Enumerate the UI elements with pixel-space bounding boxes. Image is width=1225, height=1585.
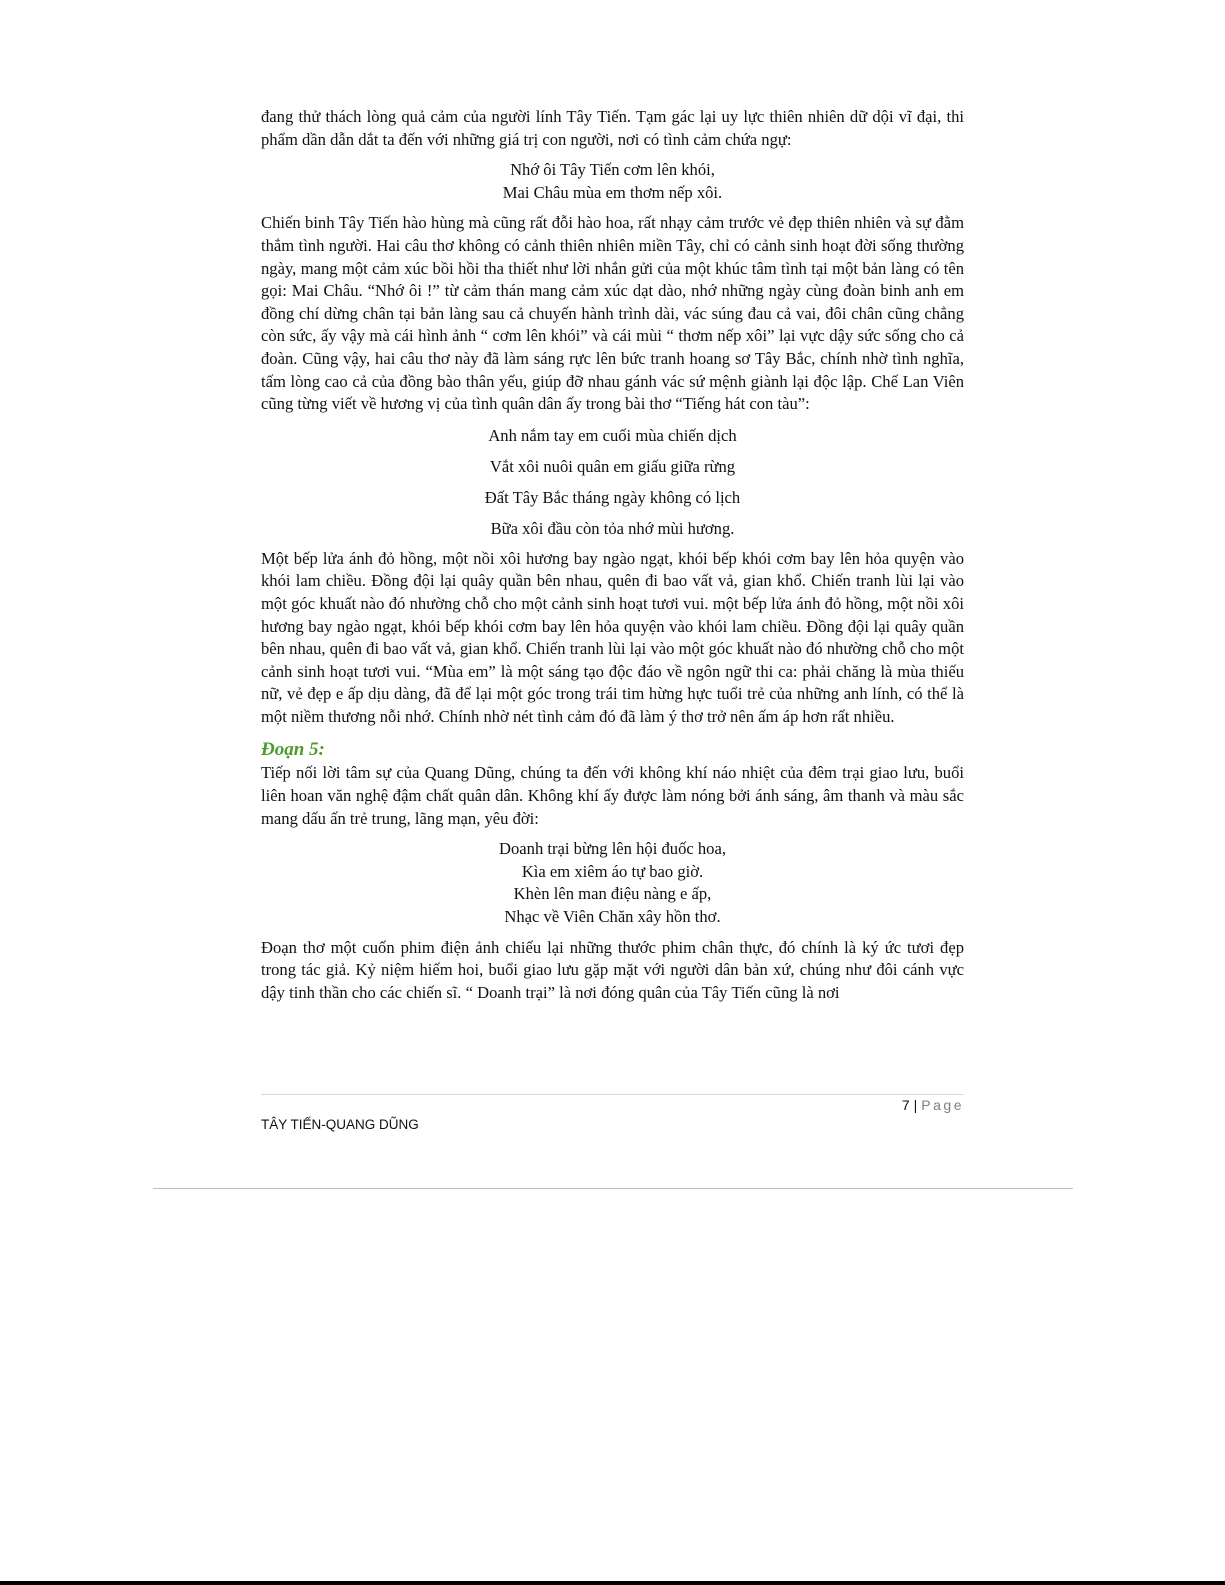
window-bottom-edge bbox=[0, 1581, 1225, 1585]
poem-line: Anh nắm tay em cuối mùa chiến dịch bbox=[488, 425, 737, 445]
poem-line: Nhớ ôi Tây Tiến cơm lên khói, bbox=[510, 160, 715, 180]
paragraph-4: Tiếp nối lời tâm sự của Quang Dũng, chúng ta đến với không khí náo nhiệt của đêm trại giao lưu, buổi liên hoan văn nghệ đậm chất quân dân. Không khí ấy được làm nóng bởi ánh sáng, âm thanh và màu sắc mang dấu ấn trẻ trung, lãng mạn, yêu đời: bbox=[261, 763, 964, 828]
poem-line: Doanh trại bừng lên hội đuốc hoa, bbox=[499, 839, 726, 859]
paragraph-2: Chiến binh Tây Tiến hào hùng mà cũng rất đỗi hào hoa, rất nhạy cảm trước vẻ đẹp thiên nhiên và sự đằm thắm tình người. Hai câu thơ không có cảnh thiên nhiên miền Tây, chỉ có cảnh sinh hoạt đời sống thường ngày, mang một cảm xúc bồi hồi tha thiết như lời nhắn gửi của một khúc tâm tình tại một bản làng có tên gọi: Mai Châu. “Nhớ ôi !” từ cảm thán mang cảm xúc dạt dào, nhớ những ngày cùng đoàn binh anh em đồng chí dừng chân tại bản làng sau cả chuyến hành trình dài, vác súng đau cả vai, đôi chân cũng chẳng còn sức, ấy vậy mà cái hình ảnh “ cơm lên khói” và cái mùi “ thơm nếp xôi” lại vực dậy sức sống cho cả đoàn. Cũng vậy, hai câu thơ này đã làm sáng rực lên bức tranh hoang sơ Tây Bắc, chính nhờ tình nghĩa, tấm lòng cao cả của đồng bào thân yếu, giúp đỡ nhau gánh vác sứ mệnh giành lại độc lập. Chế Lan Viên cũng từng viết về hương vị của tình quân dân ấy trong bài thơ “Tiếng hát con tàu”: bbox=[261, 213, 964, 414]
poem-line: Bữa xôi đầu còn tỏa nhớ mùi hương. bbox=[490, 518, 735, 538]
poem-line: Nhạc về Viên Chăn xây hồn thơ. bbox=[504, 907, 721, 927]
footer-divider bbox=[261, 1094, 964, 1095]
poem-line: Vắt xôi nuôi quân em giấu giữa rừng bbox=[489, 456, 736, 476]
document-body bbox=[261, 106, 964, 1004]
poem-line: Kìa em xiêm áo tự bao giờ. bbox=[521, 861, 704, 881]
paragraph-3: Một bếp lửa ánh đỏ hồng, một nồi xôi hương bay ngào ngạt, khói bếp khói cơm bay lên hỏa quyện vào khói lam chiều. Đồng đội lại quây quần bên nhau, quên đi bao vất vả, gian khổ. Chiến tranh lùi lại vào một góc khuất nào đó nhường chỗ cho một cảnh sinh hoạt tươi vui. một bếp lửa ánh đỏ hồng, một nồi xôi hương bay ngào ngạt, khói bếp khói cơm bay lên hỏa quyện vào khói lam chiều. Đồng đội lại quây quần bên nhau, quên đi bao vất vả, gian khổ. Chiến tranh lùi lại vào một góc khuất nào đó nhường chỗ cho một cảnh sinh hoạt tươi vui. “Mùa em” là một sáng tạo độc đáo về ngôn ngữ thi ca: phải chăng là mùa thiếu nữ, vẻ đẹp e ấp dịu dàng, đã để lại một góc trong trái tim hừng hực tuổi trẻ của những anh lính, có thể là một niềm thương nỗi nhớ. Chính nhờ nét tình cảm đó đã làm ý thơ trở nên ấm áp hơn rất nhiều. bbox=[261, 548, 964, 726]
poem-stanza-3 bbox=[261, 838, 964, 928]
page-number-value: 7 bbox=[901, 1097, 910, 1113]
poem-line: Mai Châu mùa em thơm nếp xôi. bbox=[502, 182, 723, 202]
footer-title: TÂY TIẾN-QUANG DŨNG bbox=[261, 1117, 419, 1132]
section-heading: Đoạn 5: bbox=[261, 739, 325, 761]
poem-stanza-2 bbox=[261, 420, 964, 544]
page-label: Page bbox=[921, 1097, 964, 1113]
poem-stanza-1 bbox=[261, 159, 964, 204]
poem-line: Đất Tây Bắc tháng ngày không có lịch bbox=[484, 487, 741, 507]
paragraph-1: đang thử thách lòng quả cảm của người lính Tây Tiến. Tạm gác lại uy lực thiên nhiên dữ dội vĩ đại, thi phẩm dần dẫn dắt ta đến với những giá trị con người, nơi có tình cảm chứa ngự: bbox=[261, 107, 964, 149]
page-number-separator: | bbox=[913, 1097, 918, 1113]
page-number bbox=[780, 1097, 964, 1113]
poem-line: Khèn lên man điệu nàng e ấp, bbox=[513, 884, 712, 904]
page-break-divider bbox=[153, 1188, 1073, 1189]
paragraph-5: Đoạn thơ một cuốn phim điện ảnh chiếu lại những thước phim chân thực, đó chính là ký ức tươi đẹp trong tác giả. Kỷ niệm hiếm hoi, buổi giao lưu gặp mặt với người dân bản xứ, chúng như đôi cánh vực dậy tinh thần cho các chiến sĩ. “ Doanh trại” là nơi đóng quân của Tây Tiến cũng là nơi bbox=[261, 937, 964, 1002]
